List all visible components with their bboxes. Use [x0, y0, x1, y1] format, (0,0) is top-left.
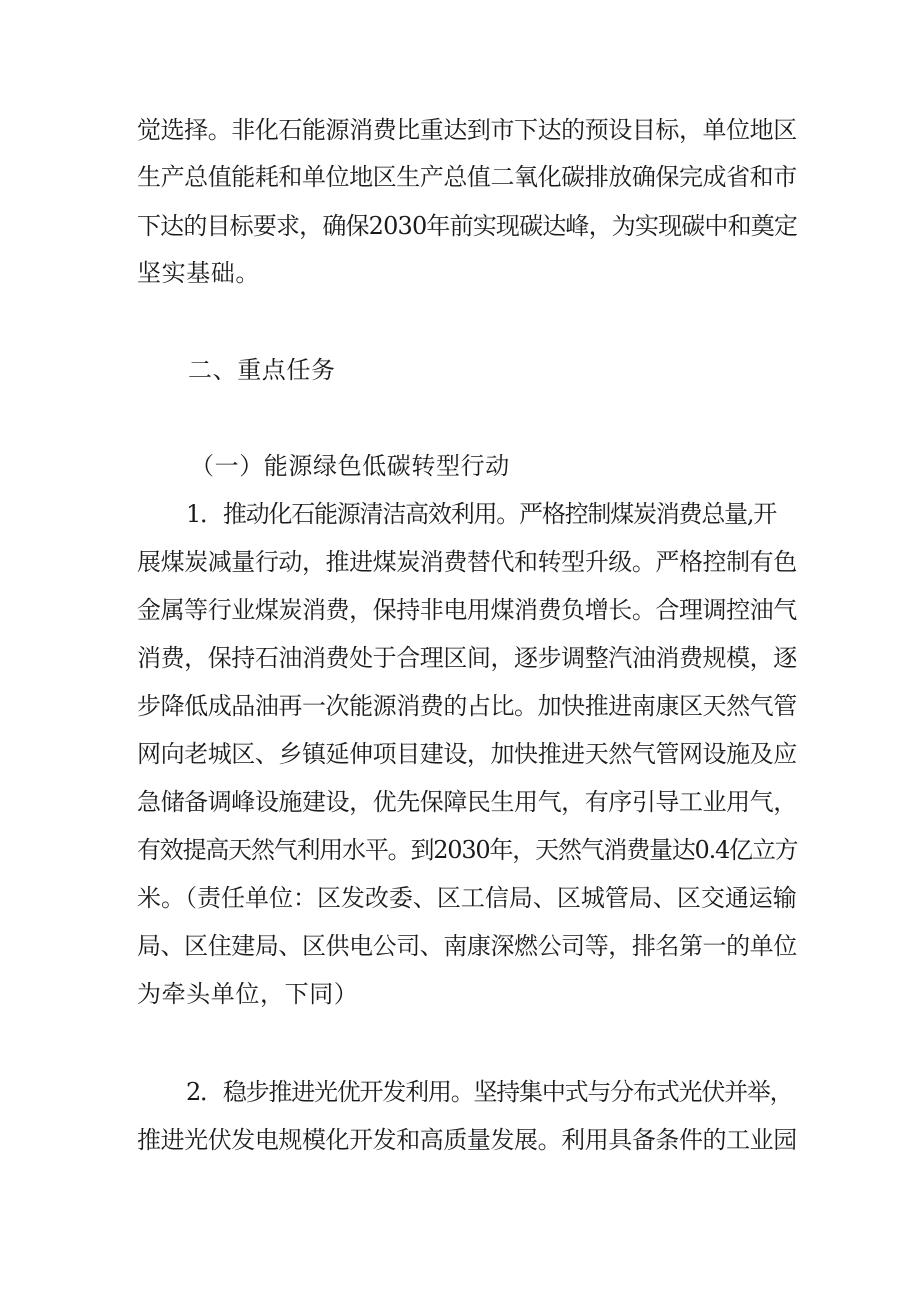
text-line: 金属等行业煤炭消费，保持非电用煤消费负增长。合理调控油气 [137, 596, 797, 624]
text-line: 急储备调峰设施建设，优先保障民生用气，有序引导工业用气， [137, 788, 797, 816]
text-line: 下达的目标要求，确保2030年前实现碳达峰，为实现碳中和奠定 [137, 212, 798, 240]
text-line: 展煤炭减量行动，推进煤炭消费替代和转型升级。严格控制有色 [137, 548, 797, 576]
text-line: 为牵头单位，下同） [137, 980, 359, 1008]
subsection-heading: （一）能源绿色低碳转型行动 [190, 452, 510, 480]
text-line: 觉选择。非化石能源消费比重达到市下达的预设目标，单位地区 [137, 116, 797, 144]
text-line: 有效提高天然气利用水平。到2030年，天然气消费量达0.4亿立方 [137, 836, 798, 864]
text-line: 米。（责任单位：区发改委、区工信局、区城管局、区交通运输 [137, 884, 797, 912]
text-line: 局、区住建局、区供电公司、南康深燃公司等，排名第一的单位 [137, 932, 797, 960]
text-line: 消费，保持石油消费处于合理区间，逐步调整汽油消费规模，逐 [137, 644, 797, 672]
text-line: 步降低成品油再一次能源消费的占比。加快推进南康区天然气管 [137, 692, 797, 720]
section-heading: 二、重点任务 [188, 356, 336, 384]
text-line: 生产总值能耗和单位地区生产总值二氧化碳排放确保完成省和市 [137, 163, 797, 191]
text-line: 推进光伏发电规模化开发和高质量发展。利用具备条件的工业园 [137, 1126, 797, 1154]
text-line: 网向老城区、乡镇延伸项目建设，加快推进天然气管网设施及应 [137, 740, 797, 768]
text-line: 2．稳步推进光优开发利用。坚持集中式与分布式光伏并举， [186, 1078, 793, 1106]
text-line: 1．推动化石能源清洁高效利用。严格控制煤炭消费总量,开 [186, 500, 777, 528]
text-line: 坚实基础。 [137, 259, 260, 287]
